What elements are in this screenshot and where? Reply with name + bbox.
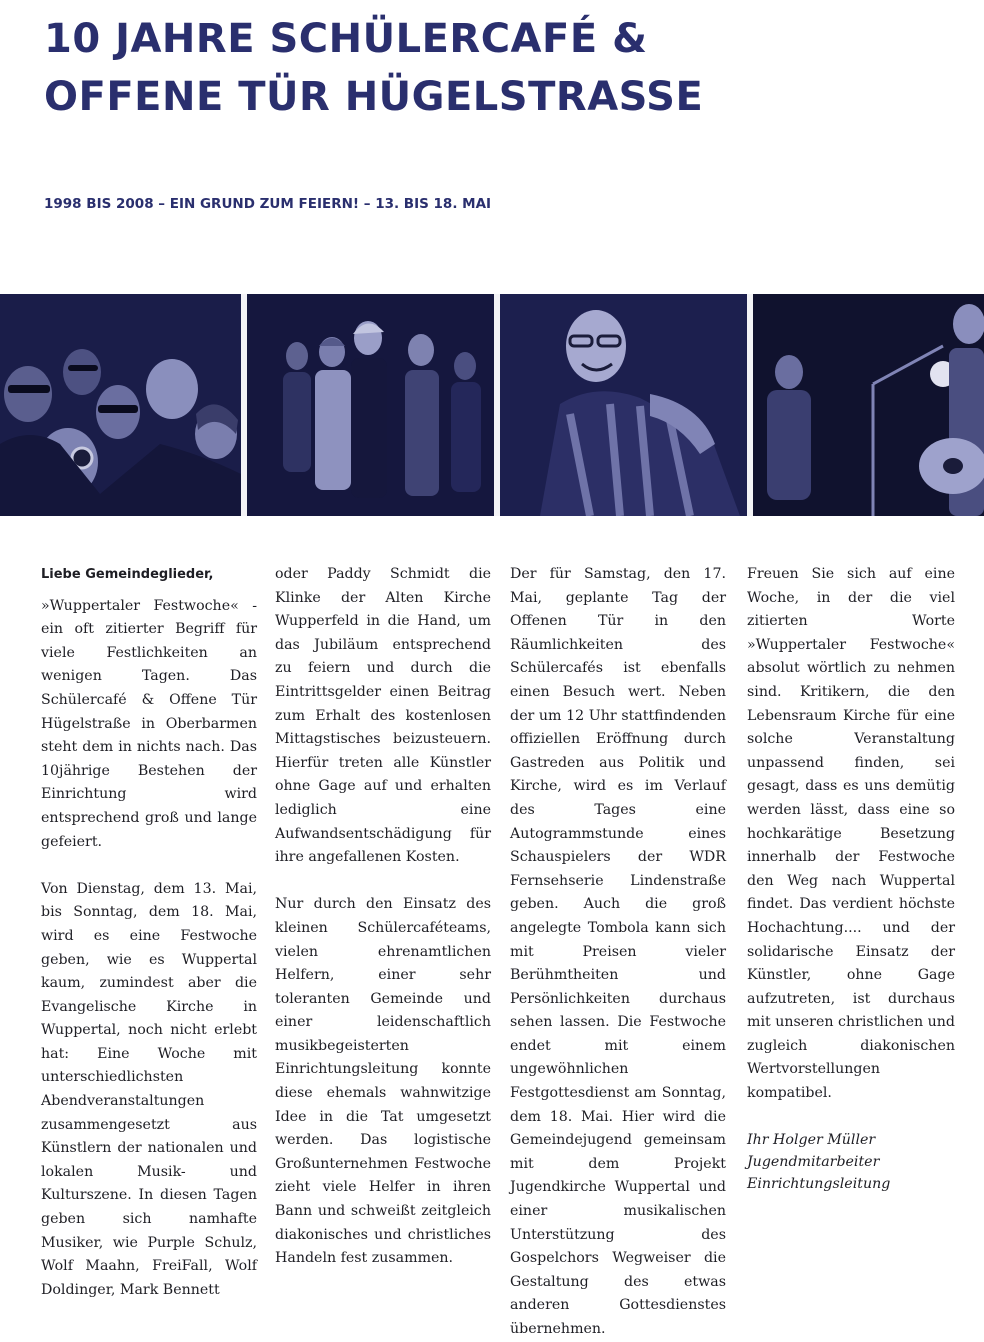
title-line-1: 10 JAHRE SCHÜLERCAFÉ & <box>44 16 648 62</box>
signature-name: Ihr Holger Müller <box>747 1132 876 1149</box>
photo-strip <box>0 294 984 516</box>
article-subtitle: 1998 BIS 2008 – EIN GRUND ZUM FEIERN! – 13. BIS 18. MAI <box>44 196 492 212</box>
group-photo-icon <box>247 294 494 516</box>
article-title <box>44 10 944 126</box>
title-line-2: OFFENE TÜR HÜGELSTRASSE <box>44 74 704 120</box>
paragraph: Von Dienstag, dem 13. Mai, bis Sonntag, dem 18. Mai, wird es eine Festwoche geben, wie es Wuppertal kaum, zumindest aber die Evangelische Kirche in Wuppertal, noch nicht erlebt hat: Eine Woche mit unterschiedlichsten Abendveranstaltungen zusammengesetzt aus Künstlern der nationalen und lokalen Musik- und Kulturszene. In diesen Tagen geben sich namhafte Musiker, wie Purple Schulz, Wolf Maahn, FreiFall, Wolf Doldinger, Mark Bennett <box>41 880 257 1298</box>
concert-photo-icon <box>753 294 984 516</box>
comedian-photo-icon <box>500 294 747 516</box>
article-column-2 <box>275 563 491 1271</box>
greeting: Liebe Gemeindeglieder, <box>41 567 214 582</box>
article-column-1 <box>41 563 257 1302</box>
signature-role: Einrichtungsleitung <box>747 1176 891 1193</box>
paragraph: »Wuppertaler Festwoche« - ein oft zitierter Begriff für viele Festlichkeiten an wenigen Tagen. Das Schülercafé & Offene Tür Hügelstraße in Oberbarmen steht dem in nichts nach. Das 10jährige Bestehen der Einrichtung wird entsprechend groß und lange gefeiert. <box>41 597 257 850</box>
paragraph: Der für Samstag, den 17. Mai, geplante Tag der Offenen Tür in den Räumlichkeiten des Schülercafés ist ebenfalls einen Besuch wert. Neben der um 12 Uhr stattfindenden offiziellen Eröffnung durch Gastreden aus Politik und Kirche, wird es im Verlauf des Tages eine Autogrammstunde eines Schauspielers der WDR Fernsehserie Lindenstraße geben. Auch die groß angelegte Tombola kann sich mit Preisen vieler Berühmtheiten und Persönlichkeiten durchaus sehen lassen. Die Festwoche endet mit einem ungewöhnlichen Festgottesdienst am Sonntag, dem 18. Mai. Hier wird die Gemeindejugend gemeinsam mit dem Projekt Jugendkirche Wuppertal und einer musikalischen Unterstützung des Gospelchors Wegweiser die Gestaltung des etwas anderen Gottesdienstes übernehmen. <box>510 566 726 1337</box>
signature <box>747 1129 955 1195</box>
paragraph: oder Paddy Schmidt die Klinke der Alten Kirche Wupperfeld in die Hand, um das Jubiläum entsprechend zu feiern und durch die Eintrittsgelder einen Beitrag zum Erhalt des kostenlosen Mittagstisches beizusteuern. Hierfür treten alle Künstler ohne Gage auf und erhalten lediglich eine Aufwandsentschädigung für ihre angefallenen Kosten. <box>275 566 491 866</box>
paragraph: Freuen Sie sich auf eine Woche, in der die viel zitierten Worte »Wuppertaler Festwoche« absolut wörtlich zu nehmen sind. Kritikern, die den Lebensraum Kirche für eine solche Veranstaltung unpassend finden, sei gesagt, dass es uns demütig werden lässt, dass eine so hochkarätige Besetzung innerhalb der Festwoche den Weg nach Wuppertal findet. Das verdient höchste Hochachtung.... und der solidarische Einsatz der Künstler, ohne Gage aufzutreten, ist durchaus mit unseren christlichen und zugleich diakonischen Wertvorstellungen kompatibel. <box>747 566 955 1102</box>
paragraph: Nur durch den Einsatz des kleinen Schülercaféteams, vielen ehrenamtlichen Helfern, einer sehr toleranten Gemeinde und einer leidenschaftlich musikbegeisterten Einrichtungsleitung konnte diese ehemals wahnwitzige Idee in die Tat umgesetzt werden. Das logistische Großunternehmen Festwoche zieht viele Helfer in ihren Bann und schweißt zeitgleich diakonisches und christliches Handeln fest zusammen. <box>275 896 491 1267</box>
signature-role: Jugendmitarbeiter <box>747 1154 880 1171</box>
band-photo-icon <box>0 294 241 516</box>
article-column-4 <box>747 563 955 1195</box>
article-column-3 <box>510 563 726 1342</box>
